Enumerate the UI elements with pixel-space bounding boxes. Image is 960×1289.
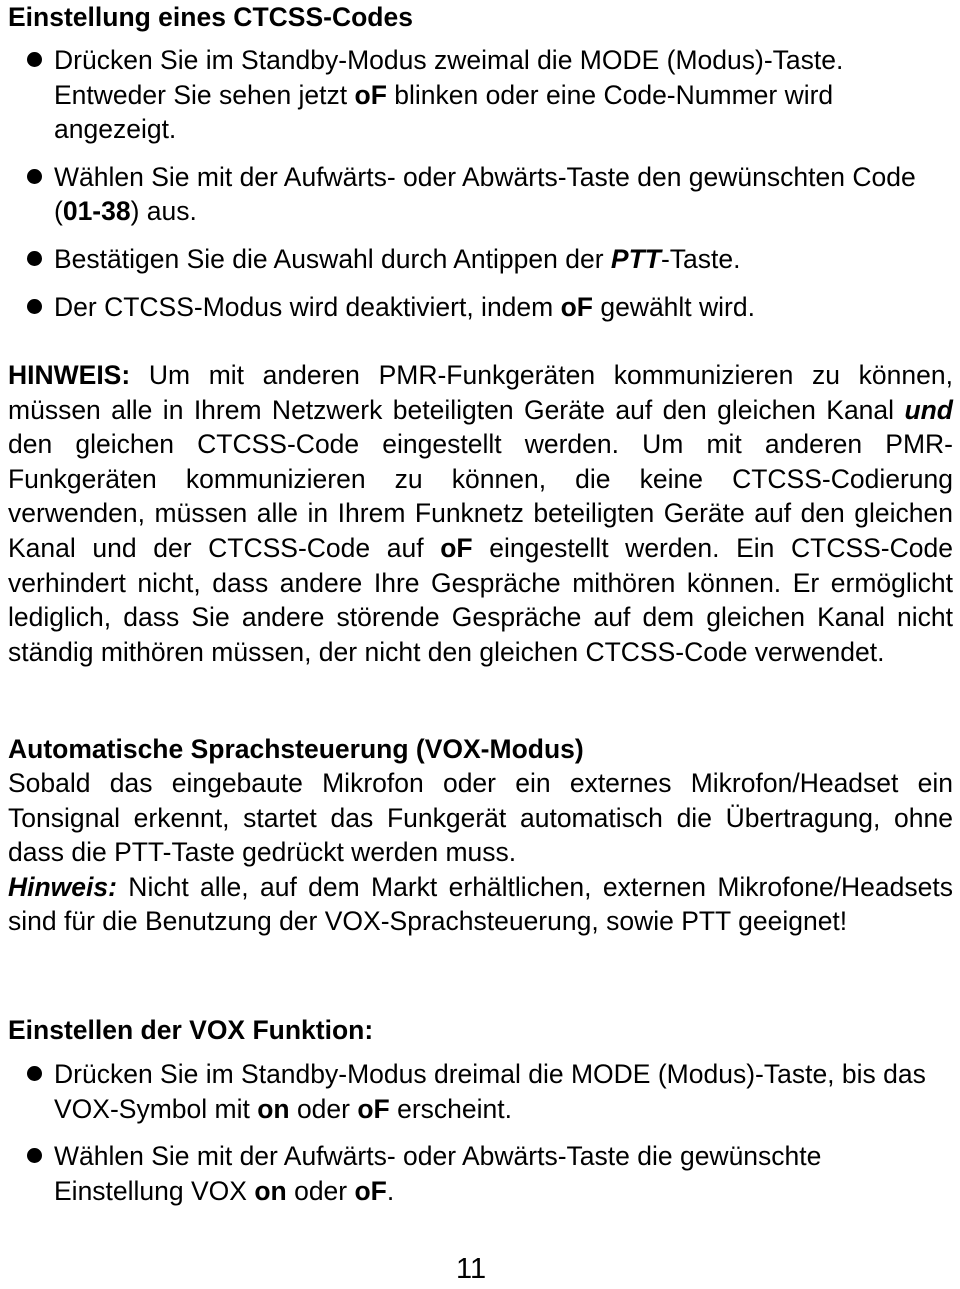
display-value: oF (560, 291, 593, 322)
list-item: Wählen Sie mit der Aufwärts- oder Abwärts-Taste die gewünschte Einstellung VOX on oder oF. (8, 1139, 953, 1208)
page-number: 11 (456, 1253, 487, 1285)
code-range: 01-38 (62, 196, 131, 227)
bullet-icon (27, 1066, 42, 1081)
section-heading-ctcss: Einstellung eines CTCSS-Codes (8, 2, 413, 32)
vox-note: Hinweis: Nicht alle, auf dem Markt erhältlichen, externen Mikrofone/Headsets sind für die Benutzung der VOX-Sprachsteuerung, sowie PTT geeignet! (8, 871, 953, 937)
section-heading-vox-setup: Einstellen der VOX Funktion: (8, 1015, 374, 1045)
list-item: Der CTCSS-Modus wird deaktiviert, indem oF gewählt wird. (8, 290, 953, 325)
bullet-icon (27, 52, 42, 67)
display-value: on (257, 1093, 290, 1124)
vox-section (8, 732, 953, 939)
note-label: Hinweis: (8, 871, 117, 902)
bullet-icon (27, 299, 42, 314)
list-item: Drücken Sie im Standby-Modus zweimal die MODE (Modus)-Taste. Entweder Sie sehen jetzt oF blinken oder eine Code-Nummer wird angezeigt. (8, 43, 953, 147)
display-value: oF (354, 1175, 387, 1206)
list-item: Wählen Sie mit der Aufwärts- oder Abwärts-Taste den gewünschten Code (01-38) aus. (8, 160, 953, 229)
emphasis-und: und (904, 394, 953, 425)
display-value: oF (354, 79, 387, 110)
bullet-icon (27, 251, 42, 266)
vox-steps-list (8, 1057, 953, 1208)
ctcss-steps-list (8, 43, 953, 324)
bullet-icon (27, 169, 42, 184)
list-item: Bestätigen Sie die Auswahl durch Antippen der PTT-Taste. (8, 242, 953, 277)
display-value: oF (440, 532, 473, 563)
hinweis-paragraph: HINWEIS: Um mit anderen PMR-Funkgeräten kommunizieren zu können, müssen alle in Ihrem Netzwerk beteiligten Geräte auf den gleichen Kanal und den gleichen CTCSS-Code eingestellt werden. Um mit anderen PMR-Funkgeräten kommunizieren zu können, die keine CTCSS-Codierung verwenden, müssen alle in Ihrem Funknetz beteiligten Geräte auf den gleichen Kanal und der CTCSS-Code auf oF eingestellt werden. Ein CTCSS-Code verhindert nicht, dass andere Ihre Gespräche mithören können. Er ermöglicht lediglich, dass Sie andere störende Gespräche auf dem gleichen Kanal nicht ständig mithören müssen, der nicht den gleichen CTCSS-Code verwendet. (8, 360, 953, 667)
display-value: on (254, 1175, 287, 1206)
list-item: Drücken Sie im Standby-Modus dreimal die MODE (Modus)-Taste, bis das VOX-Symbol mit on oder oF erscheint. (8, 1057, 953, 1126)
section-heading-vox: Automatische Sprachsteuerung (VOX-Modus) (8, 734, 584, 764)
ptt-key-label: PTT (610, 243, 661, 274)
display-value: oF (357, 1093, 390, 1124)
vox-description: Sobald das eingebaute Mikrofon oder ein externes Mikrofon/Headset ein Tonsignal erkennt, startet das Funkgerät automatisch die Übertragung, ohne dass die PTT-Taste gedrückt werden muss. (8, 768, 953, 868)
bullet-icon (27, 1148, 42, 1163)
hinweis-label: HINWEIS: (8, 360, 131, 390)
